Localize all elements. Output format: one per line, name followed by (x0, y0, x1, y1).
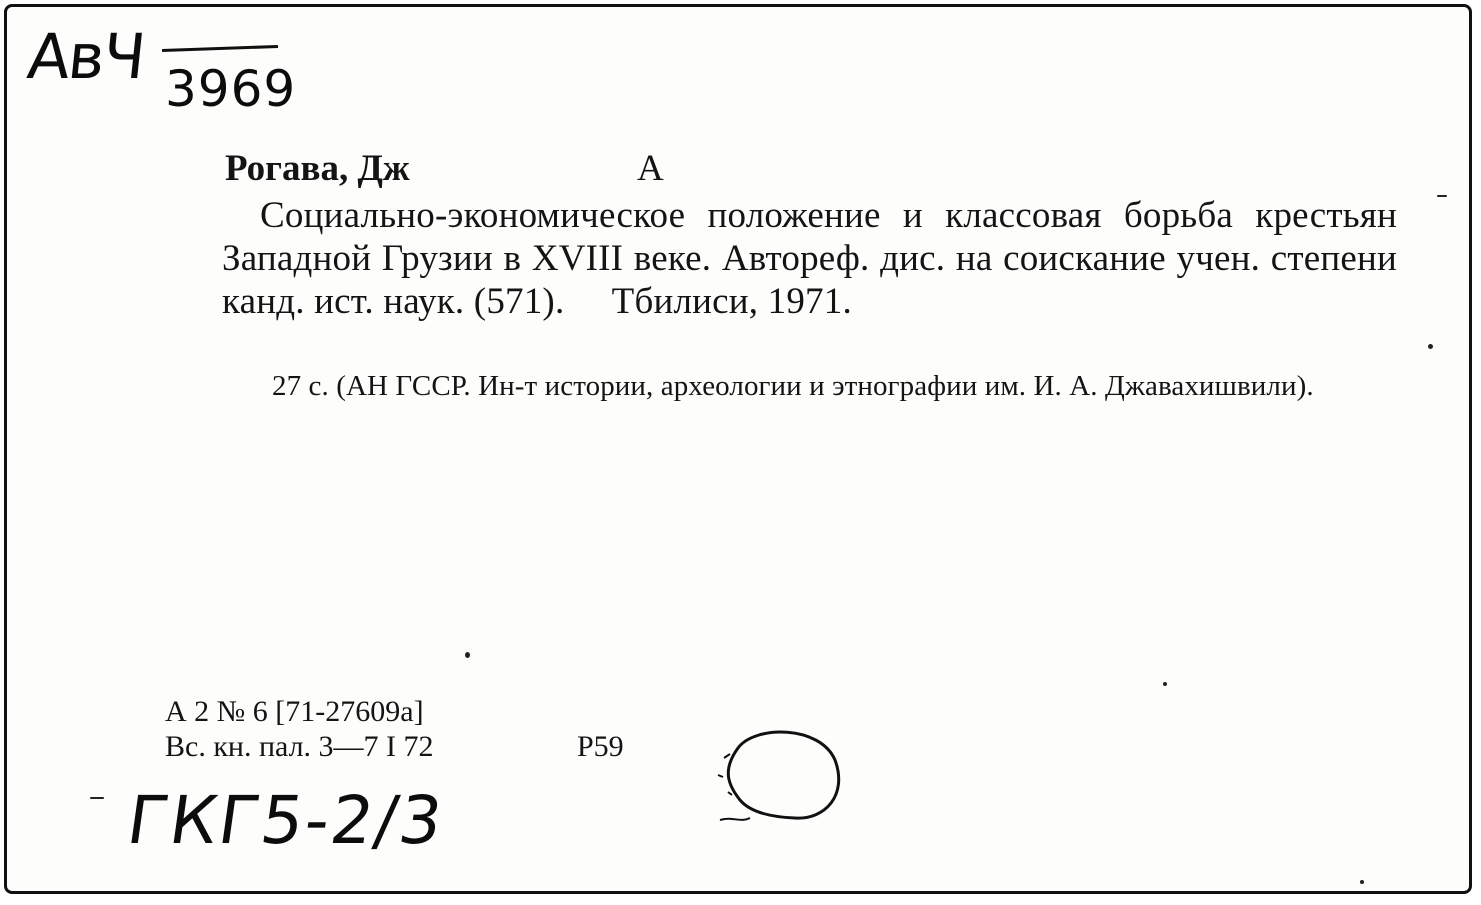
author-initial: А (637, 148, 664, 189)
footer-registration: А 2 № 6 [71-27609а] (165, 695, 424, 728)
footer-chamber-note: Вс. кн. пал. 3—7 I 72 (165, 730, 434, 763)
entry-title: Социально-экономическое положение и классовая борьба крестьян Западной Грузии в XVIII веке. Автореф. дис. на соискание учен. степени канд. ист. наук. (571). Тбилиси, 1971. (222, 195, 1397, 322)
handwritten-bottom-code: ГКГ5-2/3 (122, 782, 449, 859)
speck (1360, 880, 1364, 884)
stamp-circle (710, 720, 850, 840)
footer-code: Р59 (577, 730, 624, 763)
speck (90, 797, 104, 799)
author-heading (225, 147, 925, 189)
author-name: Рогава, Дж (225, 148, 410, 189)
entry-series: 27 с. (АН ГССР. Ин-т истории, археологии и этнографии им. И. А. Джавахишвили). (272, 370, 1314, 402)
handwritten-shelf-mark: АвЧ (24, 20, 148, 93)
handwritten-number: 3969 (165, 60, 297, 118)
speck (1437, 195, 1447, 197)
speck (1163, 682, 1167, 686)
speck (465, 652, 470, 658)
speck (1428, 344, 1433, 349)
